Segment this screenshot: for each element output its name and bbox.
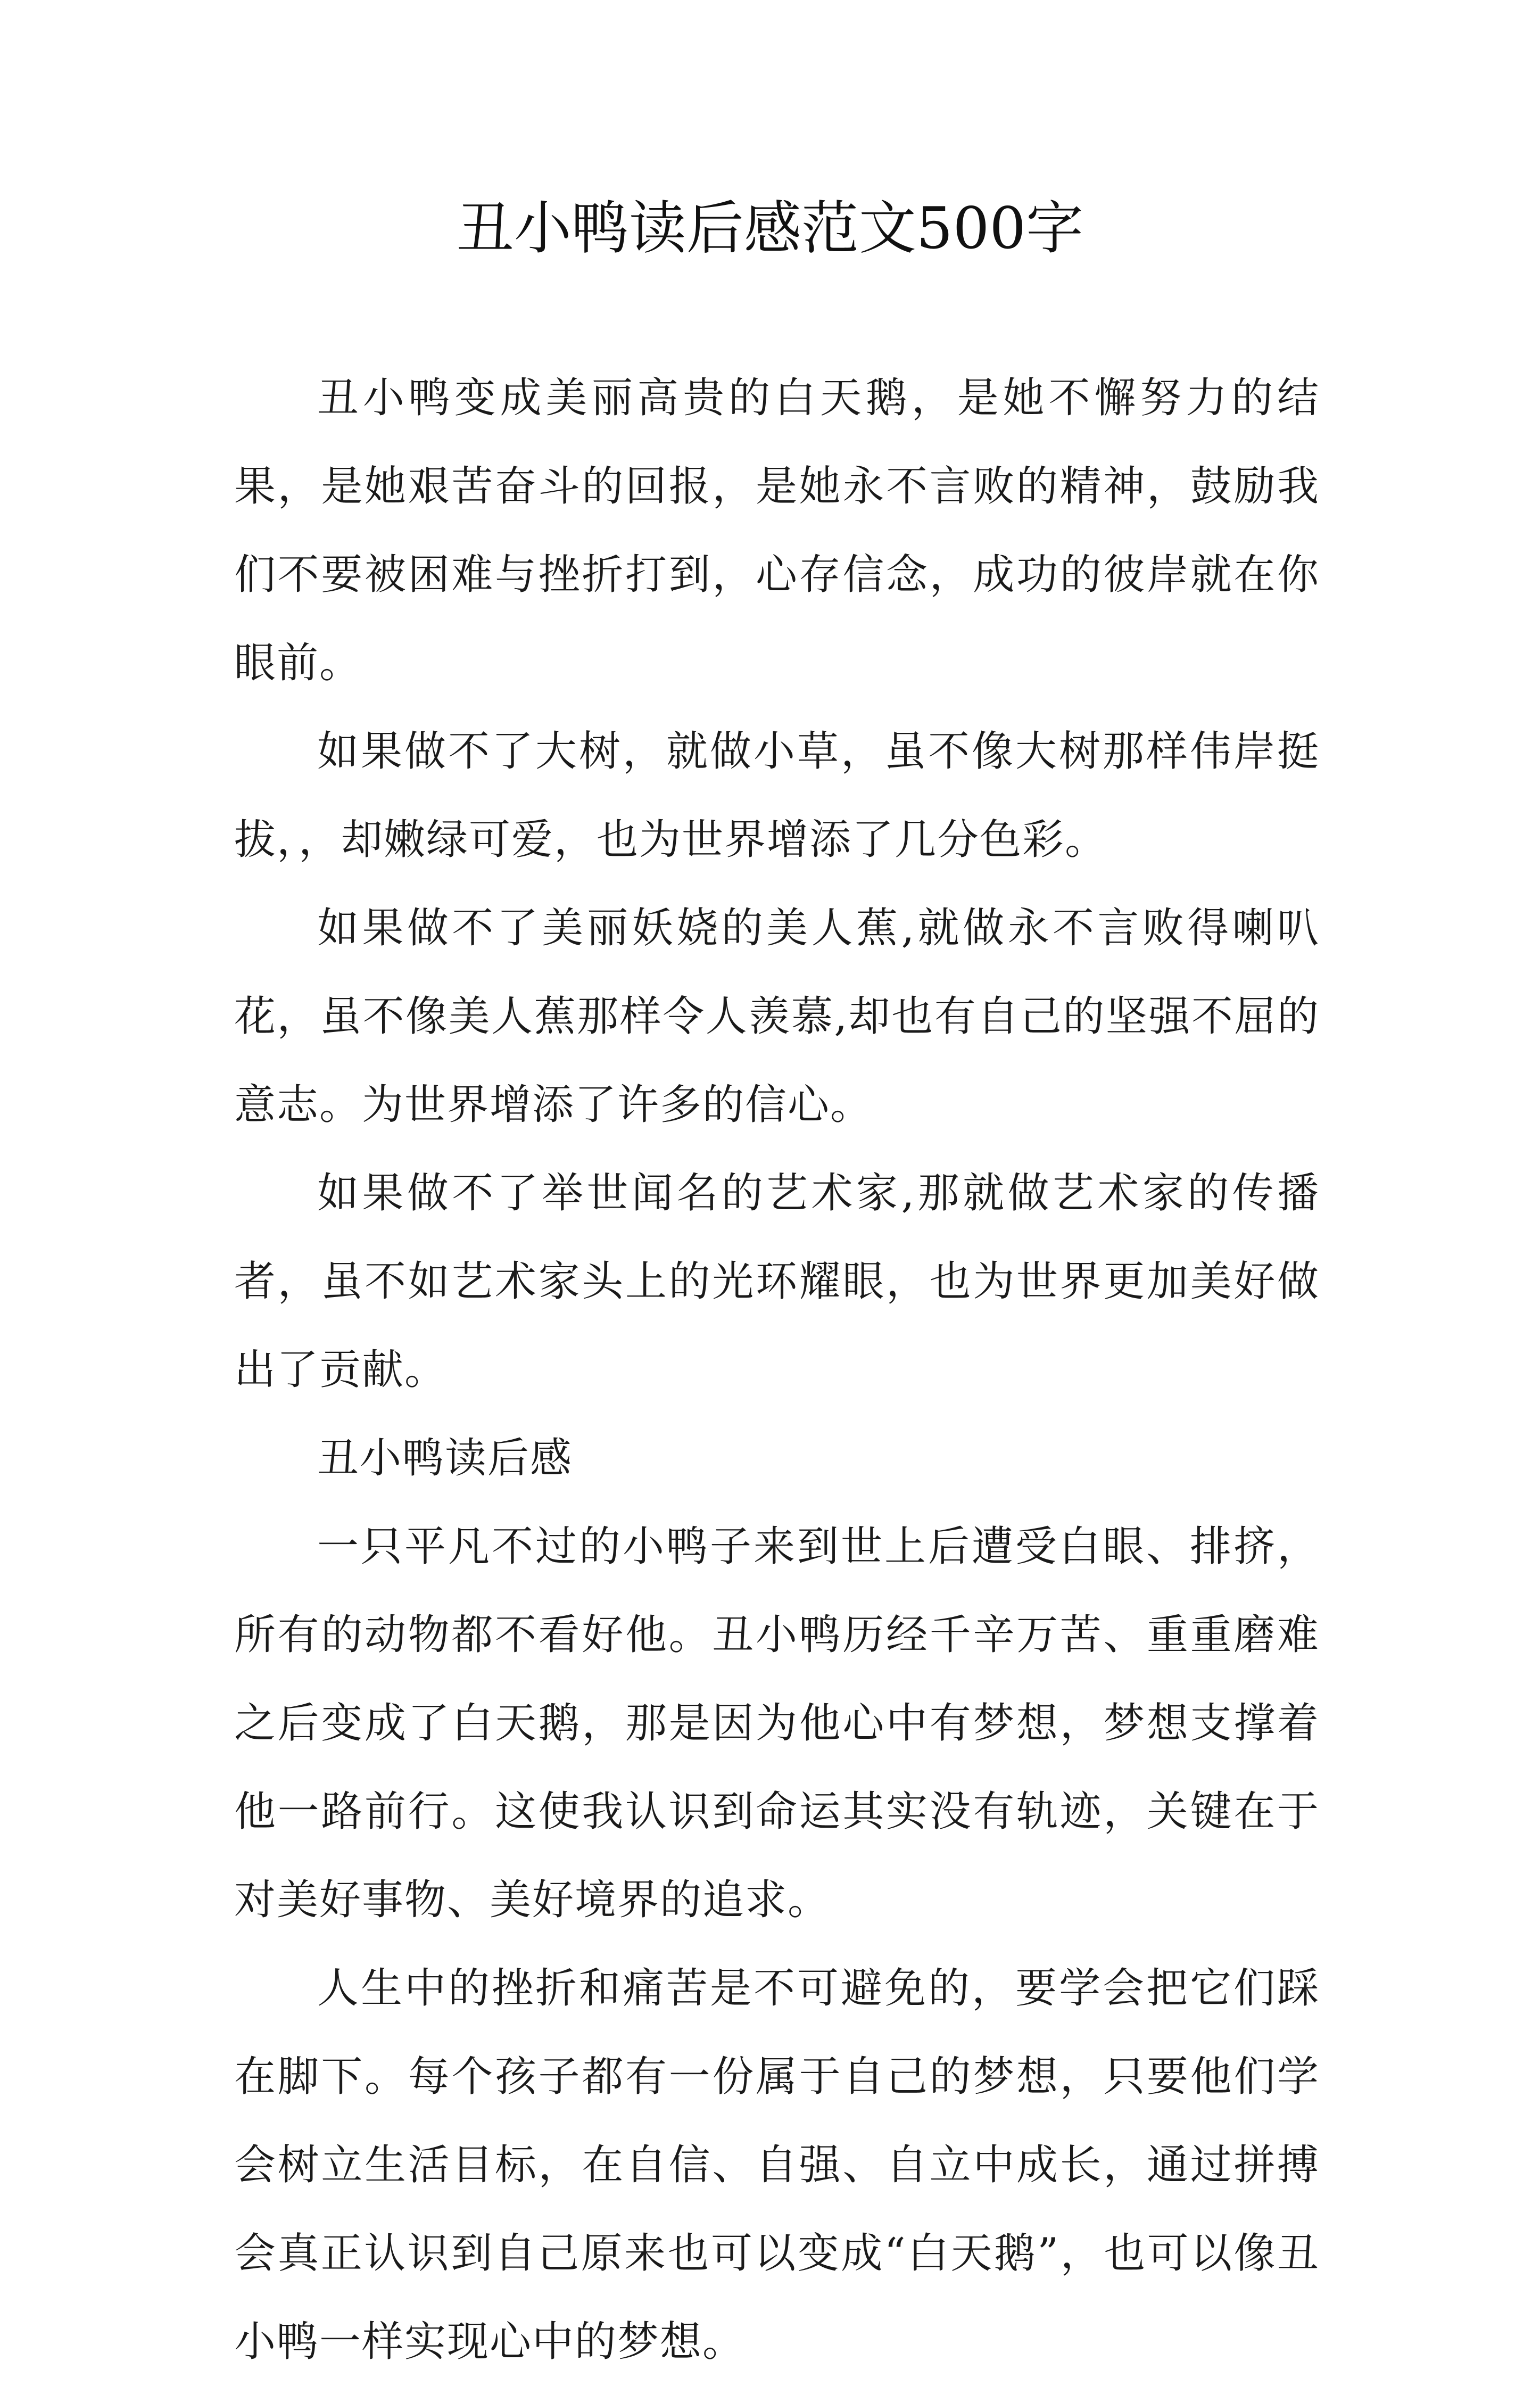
paragraph-6: 人生中的挫折和痛苦是不可避免的，要学会把它们踩在脚下。每个孩子都有一份属于自己的梦想，只要他们学会树立生活目标，在自信、自强、自立中成长，通过拼搏会真正认识到自己原来也可以变成“白天鹅”，也可以像丑小鸭一样实现心中的梦想。 [234, 1964, 1320, 2366]
document-title: 丑小鸭读后感范文500字 [456, 195, 1084, 262]
paragraph-3: 如果做不了美丽妖娆的美人蕉,就做永不言败得喇叭花，虽不像美人蕉那样令人羡慕,却也有自己的坚强不屈的意志。为世界增添了许多的信心。 [234, 904, 1320, 1129]
paragraph-2: 如果做不了大树，就做小草，虽不像大树那样伟岸挺拔，，却嫩绿可爱，也为世界增添了几分色彩。 [234, 728, 1320, 864]
paragraph-4: 如果做不了举世闻名的艺术家,那就做艺术家的传播者，虽不如艺术家头上的光环耀眼，也为世界更加美好做出了贡献。 [234, 1169, 1320, 1394]
paragraph-1: 丑小鸭变成美丽高贵的白天鹅，是她不懈努力的结果，是她艰苦奋斗的回报，是她永不言败的精神，鼓励我们不要被困难与挫折打到，心存信念，成功的彼岸就在你眼前。 [234, 374, 1320, 687]
document-body [234, 354, 1320, 2386]
paragraph-5: 一只平凡不过的小鸭子来到世上后遭受白眼、排挤，所有的动物都不看好他。丑小鸭历经千辛万苦、重重磨难之后变成了白天鹅，那是因为他心中有梦想，梦想支撑着他一路前行。这使我认识到命运其实没有轨迹，关键在于对美好事物、美好境界的追求。 [234, 1523, 1320, 1924]
section-heading: 丑小鸭读后感 [317, 1434, 573, 1482]
